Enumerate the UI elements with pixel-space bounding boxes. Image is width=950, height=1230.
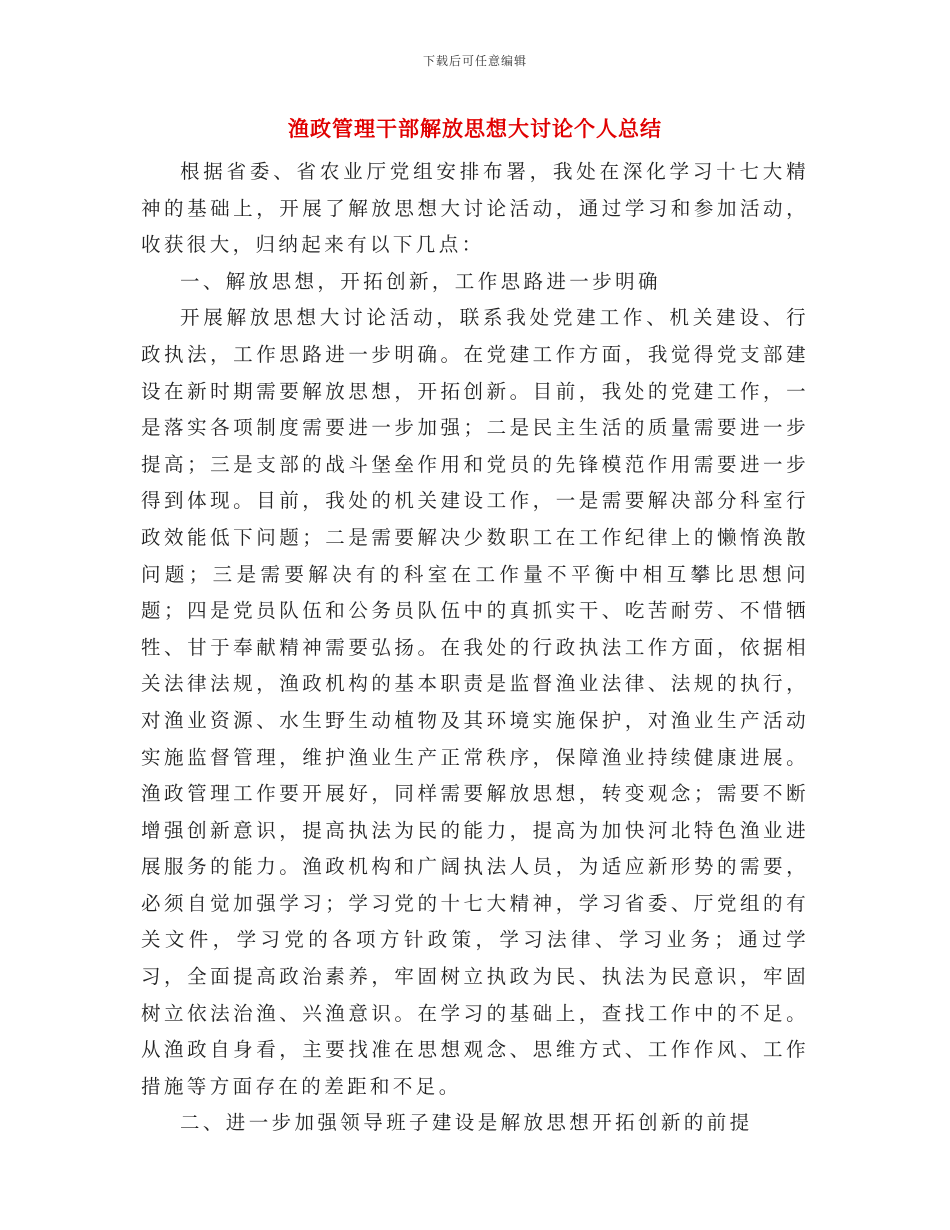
paragraph-section-1: 开展解放思想大讨论活动，联系我处党建工作、机关建设、行政执法，工作思路进一步明确。在党建工作方面，我觉得党支部建设在新时期需要解放思想，开拓创新。目前，我处的党建工作，一是落实各项制度需要进一步加强；二是民主生活的质量需要进一步提高；三是支部的战斗堡垒作用和党员的先锋模范作用需要进一步得到体现。目前，我处的机关建设工作，一是需要解决部分科室行政效能低下问题；二是需要解决少数职工在工作纪律上的懒惰涣散问题；三是需要解决有的科室在工作量不平衡中相互攀比思想问题；四是党员队伍和公务员队伍中的真抓实干、吃苦耐劳、不惜牺牲、甘于奉献精神需要弘扬。在我处的行政执法工作方面，依据相关法律法规，渔政机构的基本职责是监督渔业法律、法规的执行，对渔业资源、水生野生动植物及其环境实施保护，对渔业生产活动实施监督管理，维护渔业生产正常秩序，保障渔业持续健康进展。渔政管理工作要开展好，同样需要解放思想，转变观念；需要不断增强创新意识，提高执法为民的能力，提高为加快河北特色渔业进展服务的能力。渔政机构和广阔执法人员，为适应新形势的需要，必须自觉加强学习；学习党的十七大精神，学习省委、厅党组的有关文件，学习党的各项方针政策，学习法律、学习业务；通过学习，全面提高政治素养，牢固树立执政为民、执法为民意识，牢固树立依法治渔、兴渔意识。在学习的基础上，查找工作中的不足。从渔政自身看，主要找准在思想观念、思维方式、工作作风、工作措施等方面存在的差距和不足。 bbox=[141, 306, 809, 1098]
section-heading-2: 二、进一步加强领导班子建设是解放思想开拓创新的前提 bbox=[180, 1111, 753, 1135]
section-heading-1: 一、解放思想，开拓创新，工作思路进一步明确 bbox=[180, 269, 661, 293]
paragraph-intro: 根据省委、省农业厅党组安排布署，我处在深化学习十七大精神的基础上，开展了解放思想大讨论活动，通过学习和参加活动，收获很大，归纳起来有以下几点： bbox=[141, 160, 809, 257]
document-title: 渔政管理干部解放思想大讨论个人总结 bbox=[288, 116, 662, 141]
document-body bbox=[141, 154, 809, 1142]
header-note: 下载后可任意编辑 bbox=[422, 54, 527, 68]
